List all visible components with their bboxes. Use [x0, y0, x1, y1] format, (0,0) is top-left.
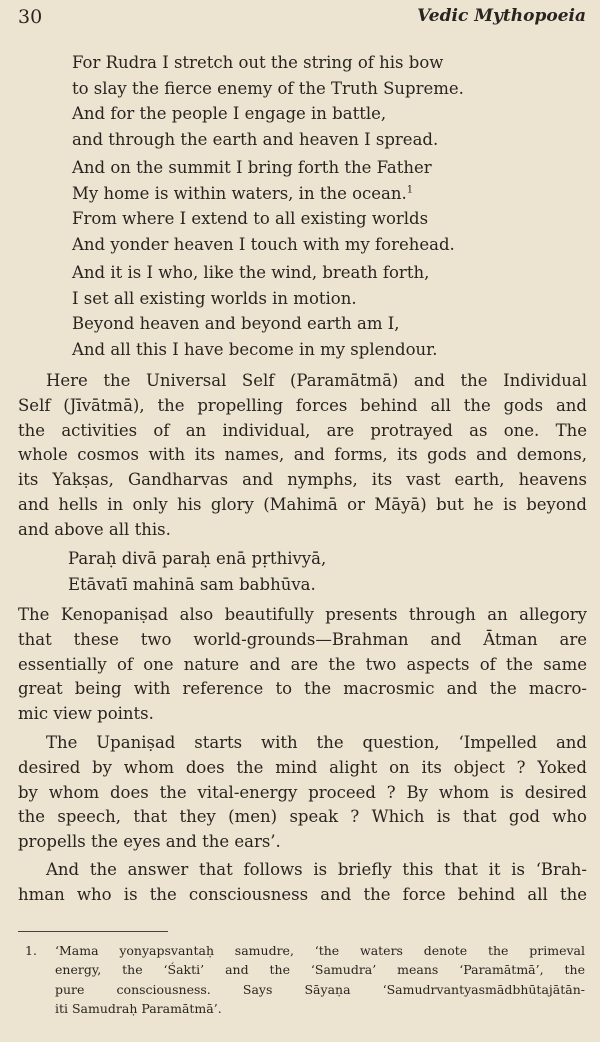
sanskrit-line: Etāvatī mahinā sam babhūva. [68, 574, 316, 594]
verse-line: I set all existing worlds in motion. [72, 288, 357, 308]
sanskrit-line: Paraḥ divā paraḥ enā pṛthivyā, [68, 549, 327, 568]
paragraph-kenopanisad [18, 603, 587, 727]
verse-line: Beyond heaven and beyond earth am I, [72, 314, 400, 333]
text-line: the speech, that they (men) speak ? Which is that god who [18, 807, 587, 827]
text-line: that these two world-grounds—Brahman and Ātman are [18, 629, 587, 649]
text-line: and hells in only his glory (Mahimā or Māyā) but he is beyond [18, 494, 587, 514]
verse-line: to slay the fierce enemy of the Truth Supreme. [72, 78, 464, 98]
page-header [18, 6, 586, 32]
verse-stanza-2 [72, 155, 455, 257]
verse-line: From where I extend to all existing worlds [72, 209, 429, 228]
text-line: And the answer that follows is briefly this that it is ‘Brah- [46, 860, 587, 879]
footnote-marker: 1. [25, 943, 37, 958]
sanskrit-verse [68, 546, 326, 597]
text-line: essentially of one nature and are the two aspects of the same [18, 654, 587, 674]
footnote-line: ‘Mama yonyapsvantaḥ samudre, ‘the waters denote the primeval [55, 943, 585, 958]
text-line: mic view points. [18, 704, 154, 724]
text-line: the activities of an individual, are protrayed as one. The [18, 420, 587, 440]
footnote [25, 941, 585, 1019]
text-line: Self (Jīvātmā), the propelling forces behind all the gods and [18, 395, 587, 415]
text-line: hman who is the consciousness and the force behind all the [18, 884, 587, 904]
paragraph-upanisad-question [18, 731, 587, 855]
verse-stanza-3 [72, 260, 437, 362]
text-line: great being with reference to the macrosmic and the macro- [18, 679, 587, 699]
text-line: and above all this. [18, 519, 171, 539]
text-line: its Yakṣas, Gandharvas and nymphs, its vast earth, heavens [18, 470, 587, 490]
verse-line: And all this I have become in my splendour. [72, 339, 438, 359]
verse-line: And on the summit I bring forth the Father [72, 158, 432, 177]
text-line: desired by whom does the mind alight on its object ? Yoked [18, 757, 587, 777]
footnote-divider [18, 931, 168, 932]
verse-line: For Rudra I stretch out the string of his bow [72, 53, 444, 72]
text-line: The Kenopaniṣad also beautifully presents through an allegory [18, 605, 587, 624]
footnote-line: iti Samudraḥ Paramātmā’. [55, 1001, 222, 1017]
verse-line: And it is I who, like the wind, breath forth, [72, 263, 430, 282]
paragraph-universal-self [18, 369, 587, 543]
verse-line: And yonder heaven I touch with my forehead. [72, 234, 455, 254]
footnote-line: energy, the ‘Śakti’ and the ‘Samudra’ means ‘Paramātmā’, the [55, 962, 585, 978]
footnote-line: pure consciousness. Says Sāyaṇa ‘Samudrvantyasmādbhūtajātān- [55, 981, 585, 997]
text-line: The Upaniṣad starts with the question, ‘Impelled and [46, 733, 587, 752]
text-line: Here the Universal Self (Paramātmā) and the Individual [46, 371, 587, 390]
verse-stanza-1 [72, 50, 464, 152]
page-number: 30 [18, 6, 43, 28]
running-title: Vedic Mythopoeia [417, 6, 586, 26]
verse-line-with-footnote [72, 181, 455, 207]
verse-line: And for the people I engage in battle, [72, 104, 387, 123]
text-line: by whom does the vital-energy proceed ? By whom is desired [18, 782, 587, 802]
text-line: whole cosmos with its names, and forms, its gods and demons, [18, 445, 587, 465]
text-line: propells the eyes and the ears’. [18, 832, 281, 852]
verse-line-text: My home is within waters, in the ocean. [72, 183, 407, 203]
verse-line: and through the earth and heaven I spread. [72, 129, 439, 149]
footnote-reference: 1 [406, 184, 414, 195]
paragraph-answer [18, 858, 587, 908]
